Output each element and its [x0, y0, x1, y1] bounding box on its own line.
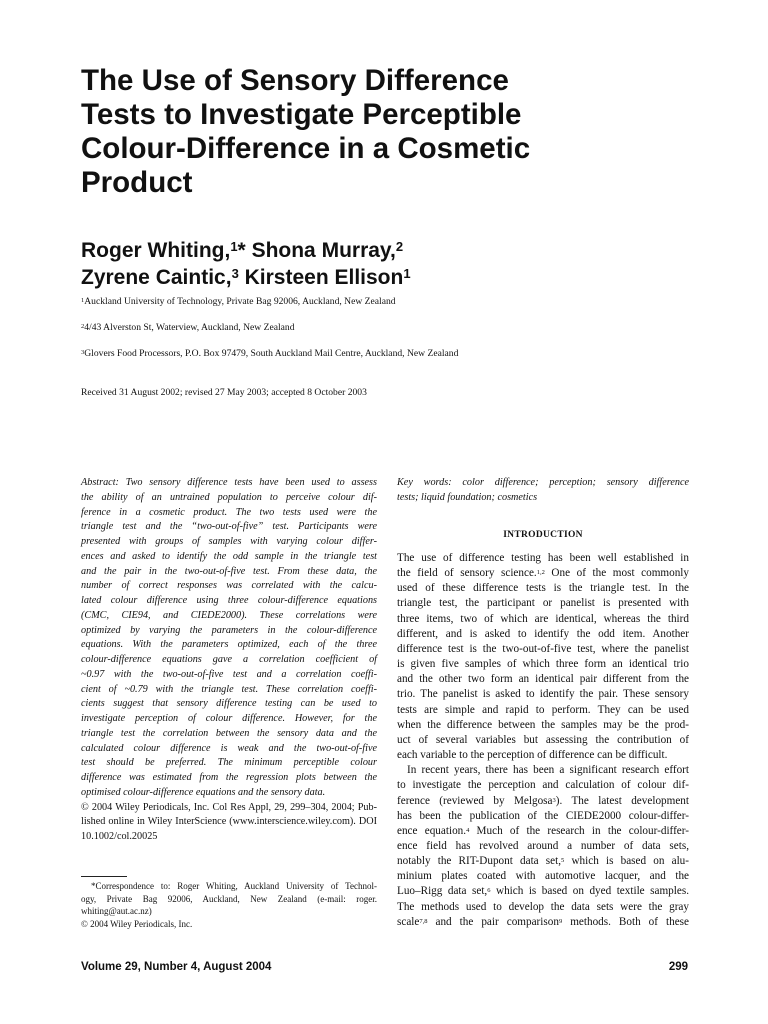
received-dates: Received 31 August 2002; revised 27 May 2003; accepted 8 October 2003	[81, 387, 367, 398]
abstract-line: number of correct responses was correlated with the calcu-	[81, 580, 377, 592]
body-line	[397, 824, 689, 839]
body-line: triangle test, the participant or panelist is presented with	[397, 597, 689, 610]
author-affiliation-mark: 1	[403, 266, 411, 281]
author-affiliation-mark: 2	[395, 239, 404, 254]
affiliation-text: Glovers Food Processors, P.O. Box 97479, South Auckland Mail Centre, Auckland, New Zealand	[84, 348, 459, 359]
abstract-line: colour-difference equations gave a correlation coefficient of	[81, 654, 377, 665]
correspondence-footnote	[81, 880, 377, 931]
abstract-line: Abstract: Two sensory difference tests have been used to assess	[81, 477, 377, 488]
abstract-line: investigate perception of colour difference. However, for the	[81, 713, 377, 724]
abstract-line: equations. With the parameters optimized, each of the three	[81, 639, 377, 651]
affiliation-mark: 3	[81, 349, 85, 356]
author-name: Kirsteen Ellison	[238, 266, 404, 289]
body-line	[397, 884, 689, 899]
footnote-line: © 2004 Wiley Periodicals, Inc.	[81, 919, 193, 930]
body-text: ence equation.	[397, 824, 467, 837]
title-line: Tests to Investigate Perceptible	[81, 98, 522, 131]
abstract-line: lated colour difference using three colour-difference equations	[81, 595, 377, 606]
paper-title	[81, 64, 601, 200]
affiliation-text: Auckland University of Technology, Private Bag 92006, Auckland, New Zealand	[84, 296, 396, 307]
body-line: In recent years, there has been a significant research effort	[407, 764, 689, 777]
body-line: trio. The panelist is asked to identify the pair. These sensory	[397, 688, 689, 701]
corresponding-author-mark: *	[237, 239, 246, 262]
body-line	[397, 854, 689, 869]
body-text: ). The latest development	[555, 794, 689, 807]
citation: 4	[466, 826, 470, 834]
body-line: has been the publication of the CIEDE2000 colour-differ-	[397, 809, 689, 822]
publication-info-line: lished online in Wiley InterScience (www.interscience.wiley.com). DOI	[81, 816, 377, 828]
affiliation-mark: 2	[81, 323, 85, 330]
abstract	[81, 476, 377, 845]
title-line: Colour-Difference in a Cosmetic	[81, 132, 531, 165]
author-name: Shona Murray,	[245, 239, 396, 262]
body-line: The methods used to develop the data sets were the gray	[397, 900, 689, 913]
abstract-line: difference was estimated from the regression plots between the	[81, 772, 377, 783]
affiliation	[81, 296, 641, 308]
title-line: The Use of Sensory Difference	[81, 64, 509, 97]
abstract-line: cient of ~0.79 with the triangle test. These correlation coeffi-	[81, 683, 377, 695]
author-name: Zyrene Caintic,	[81, 266, 232, 289]
page-number: 299	[668, 961, 688, 973]
citation: 5	[561, 857, 565, 865]
citation: 6	[487, 887, 491, 895]
author-name: Roger Whiting,	[81, 239, 231, 262]
body-line: tests are simple and rapid to perform. They can be used	[397, 703, 689, 716]
abstract-line: ~0.97 with the two-out-of-five test and a correlation coeffi-	[81, 668, 377, 680]
title-line: Product	[81, 166, 193, 199]
body-line: uct of several variables but assessing the contribution of	[397, 733, 689, 746]
abstract-line: triangle test and the “two-out-of-five” test. Participants were	[81, 521, 377, 533]
body-text: Luo–Rigg data set,	[397, 885, 488, 898]
introduction-body	[397, 551, 689, 930]
abstract-line: ences and asked to identify the odd sample in the triangle test	[81, 550, 377, 562]
abstract-line: cients suggest that sensory difference testing can be used to	[81, 698, 377, 710]
body-text: Much of the research in the colour-differ-	[469, 824, 689, 837]
body-line: used of these difference tests is the triangle test. In the	[397, 582, 689, 595]
abstract-line: the ability of an untrained population to perceive colour dif-	[81, 491, 377, 503]
body-line: to investigate the perception and calculation of colour dif-	[397, 779, 689, 792]
author-line	[81, 237, 681, 264]
citation: 7,8	[419, 917, 428, 925]
body-text: ference (reviewed by Melgosa	[397, 794, 553, 807]
affiliation	[81, 348, 641, 360]
abstract-line: triangle test the correlation between the sensory data and the	[81, 727, 377, 739]
abstract-line: (CMC, CIE94, and CIEDE2000). These correlations were	[81, 609, 377, 621]
keywords-line: Key words: color difference; perception; sensory difference	[397, 477, 689, 488]
body-line: three items, two of which are identical, whereas the third	[397, 612, 689, 625]
author-list	[81, 237, 681, 291]
affiliation-mark: 1	[81, 297, 85, 304]
citation: 3	[552, 796, 556, 804]
body-text: One of the most commonly	[544, 567, 689, 580]
body-line	[397, 566, 689, 581]
body-line	[397, 794, 689, 809]
author-affiliation-mark: 3	[231, 266, 239, 281]
body-text: notably the RIT-Dupont data set,	[397, 855, 562, 868]
affiliation	[81, 322, 641, 334]
body-line: different, and is asked to identify the odd item. Another	[397, 627, 689, 640]
body-text: and the pair comparison	[427, 915, 559, 928]
abstract-line: optimised colour-difference equations and the sensory data.	[81, 786, 326, 798]
body-text: methods. Both of these	[562, 915, 689, 928]
body-line: minium plates coated with automotive lacquer, and the	[397, 870, 689, 883]
body-text: which is based on alu-	[564, 855, 689, 868]
affiliation-text: 4/43 Alverston St, Waterview, Auckland, New Zealand	[84, 322, 295, 333]
body-line: ence field has revolved around a number of data sets,	[397, 839, 689, 852]
body-line: is given five samples of which three form an identical trio	[397, 658, 689, 671]
citation: 1,2	[536, 569, 545, 577]
abstract-line: optimized by varying the parameters in the colour-difference	[81, 624, 377, 636]
section-heading: INTRODUCTION	[503, 530, 583, 540]
keywords-line: tests; liquid foundation; cosmetics	[397, 491, 538, 503]
footnote-divider	[81, 876, 127, 877]
footnote-line: *Correspondence to: Roger Whiting, Auckland University of Technol-	[91, 881, 377, 891]
journal-issue: Volume 29, Number 4, August 2004	[81, 961, 272, 973]
body-line: each variable to the perception of difference can be difficult.	[397, 749, 668, 762]
body-line: and the other two form an identical pair different from the	[397, 673, 689, 686]
abstract-line: calculated colour difference is weak and the two-out-of-five	[81, 742, 377, 754]
author-affiliation-mark: 1	[230, 239, 238, 254]
publication-info-line: © 2004 Wiley Periodicals, Inc. Col Res Appl, 29, 299–304, 2004; Pub-	[81, 801, 377, 813]
body-text: scale	[397, 915, 420, 928]
citation: 9	[558, 917, 563, 925]
author-line	[81, 264, 681, 291]
footnote-line: whiting@aut.ac.nz)	[81, 906, 152, 917]
body-line: when the difference between the samples may be the prod-	[397, 718, 689, 731]
abstract-line: and the pair in the two-out-of-five test. From these data, the	[81, 565, 377, 577]
body-text: which is based on dyed textile samples.	[490, 885, 689, 898]
abstract-line: ference in a cosmetic product. The two tests used were the	[81, 506, 377, 518]
keywords	[397, 476, 689, 506]
publication-info-line: 10.1002/col.20025	[81, 831, 158, 842]
body-line: The use of difference testing has been well established in	[397, 552, 689, 564]
abstract-line: presented with groups of samples with varying colour differ-	[81, 536, 377, 547]
body-text: the field of sensory science.	[397, 567, 537, 580]
body-line: difference test is the two-out-of-five test, where the panelist	[397, 642, 689, 655]
abstract-line: test should be preferred. The minimum perceptible colour	[81, 757, 377, 769]
footnote-line: ogy, Private Bag 92006, Auckland, New Zealand (e-mail: roger.	[81, 893, 377, 904]
body-line	[397, 915, 689, 930]
